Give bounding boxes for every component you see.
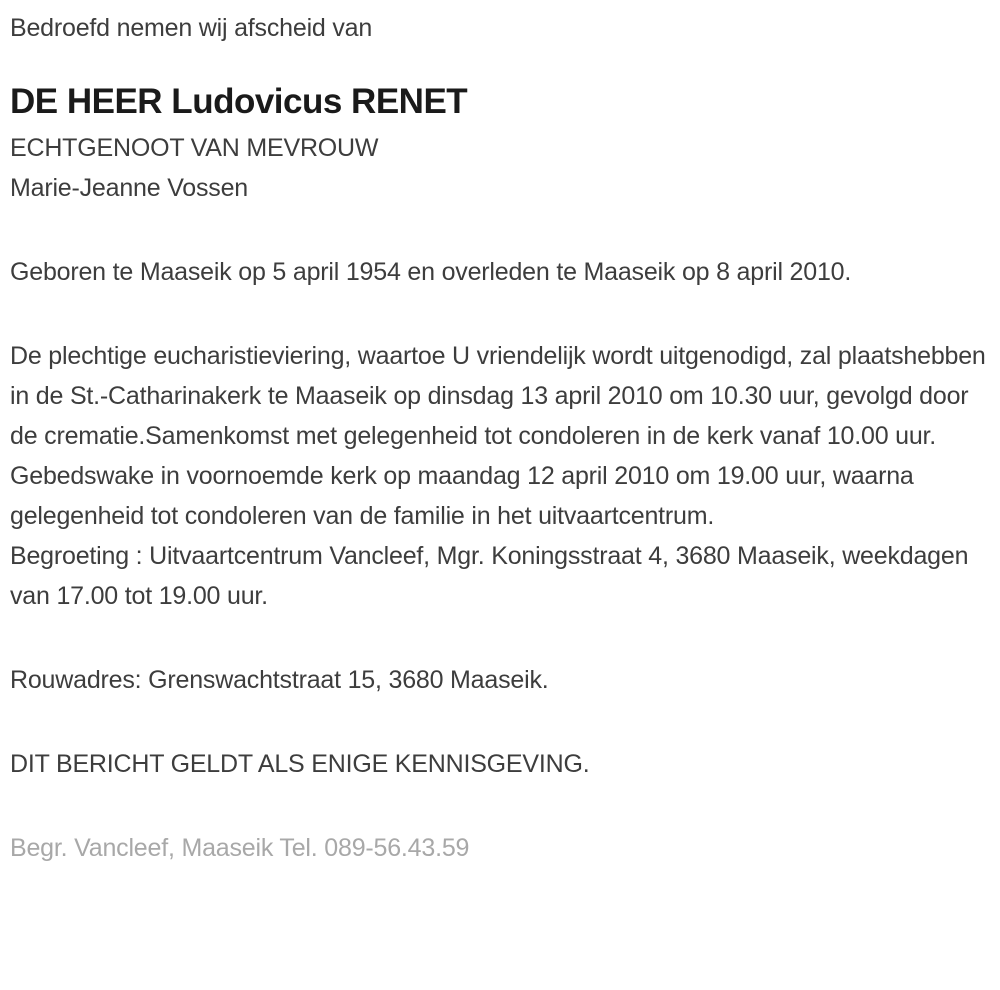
- spouse-name: Marie-Jeanne Vossen: [10, 174, 249, 202]
- relation-line: ECHTGENOOT VAN MEVROUW: [10, 134, 379, 162]
- service-details: De plechtige eucharistieviering, waartoe U vriendelijk wordt uitgenodigd, zal plaatshebben in de St.-Catharinakerk te Maaseik op dinsdag 13 april 2010 om 10.30 uur, gevolgd door de crematie.Samenkomst met gelegenheid tot condoleren in de kerk vanaf 10.00 uur.: [10, 342, 986, 450]
- notice-line: DIT BERICHT GELDT ALS ENIGE KENNISGEVING.: [10, 750, 590, 778]
- mourning-address: Rouwadres: Grenswachtstraat 15, 3680 Maaseik.: [10, 666, 549, 694]
- undertaker-line: Begr. Vancleef, Maaseik Tel. 089-56.43.59: [10, 834, 470, 862]
- intro-line: Bedroefd nemen wij afscheid van: [10, 14, 373, 42]
- life-dates: Geboren te Maaseik op 5 april 1954 en overleden te Maaseik op 8 april 2010.: [10, 258, 852, 286]
- greeting-details: Begroeting : Uitvaartcentrum Vancleef, Mgr. Koningsstraat 4, 3680 Maaseik, weekdagen van 17.00 tot 19.00 uur.: [10, 542, 969, 610]
- wake-details: Gebedswake in voornoemde kerk op maandag 12 april 2010 om 19.00 uur, waarna gelegenheid tot condoleren van de familie in het uitvaartcentrum.: [10, 462, 914, 530]
- arrangements-block: [10, 336, 988, 616]
- deceased-name: DE HEER Ludovicus RENET: [10, 82, 468, 121]
